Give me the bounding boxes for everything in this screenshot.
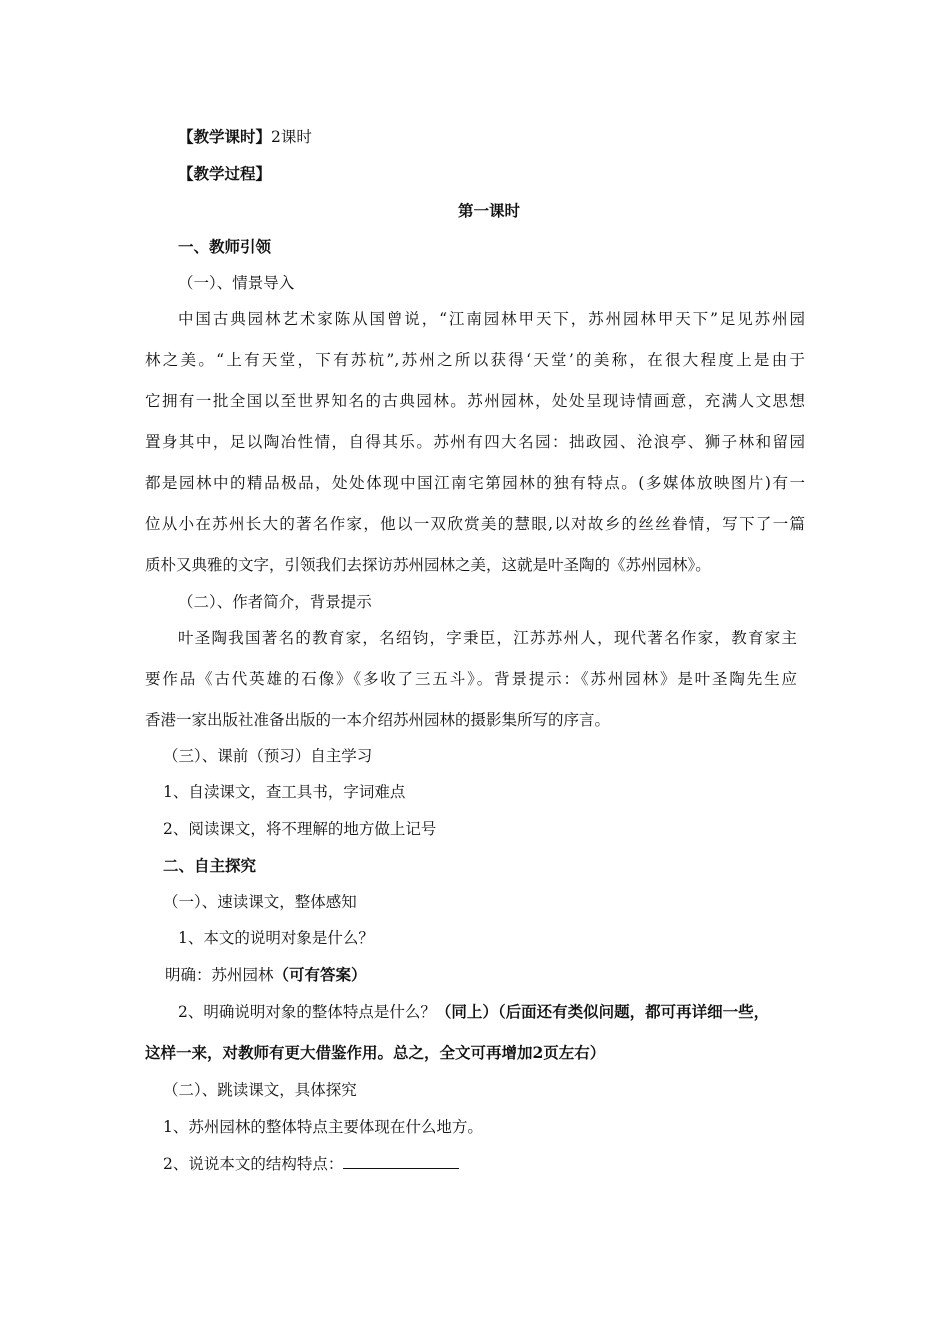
editor-note-part-b: 这样一来，对教师有更大借鉴作用。总之，全文可再增加2页左右）: [145, 1043, 606, 1062]
section-2-heading: 二、自主探究: [163, 856, 257, 875]
question-structure: 2、说说本文的结构特点：: [163, 1155, 344, 1173]
answer-prefix: 明确：苏州园林: [165, 966, 274, 984]
answer-blank[interactable]: [343, 1154, 459, 1169]
lesson-title: 第一课时: [458, 201, 521, 220]
teaching-hours-line: [178, 127, 312, 147]
subsection-1-2-heading: （二）、作者简介，背景提示: [178, 593, 372, 611]
preview-item: 1、自渎课文，查工具书，字词难点: [163, 783, 406, 801]
subsection-2-1-heading: （一）、速读课文，整体感知: [163, 893, 357, 911]
question-feature-line: [178, 1002, 769, 1022]
author-paragraph-line: 香港一家出版社准备出版的一本介绍苏州园林的摄影集所写的序言。: [145, 711, 611, 729]
intro-paragraph-line: 质朴又典雅的文字，引领我们去探访苏州园林之美，这就是叶圣陶的《苏州园林》。: [145, 556, 711, 574]
intro-paragraph-line: 都是园林中的精品极品，处处体现中国江南宅第园林的独有特点。(多媒体放映图片)有一: [145, 474, 805, 492]
teaching-hours-value: 2课时: [271, 128, 312, 146]
answer-note: （可有答案）: [273, 965, 367, 984]
question-object: 1、本文的说明对象是什么？: [178, 929, 374, 947]
intro-paragraph-line: 林之美。“上有天堂，下有苏杭”,苏州之所以获得‘天堂’的美称，在很大程度上是由于: [145, 351, 805, 369]
teaching-hours-label: 【教学课时】: [178, 127, 272, 146]
subsection-2-2-heading: （二）、跳读课文，具体探究: [163, 1081, 357, 1099]
preview-item: 2、阅读课文，将不理解的地方做上记号: [163, 820, 437, 838]
author-paragraph-line: 叶圣陶我国著名的教育家，名绍钧，字秉臣，江苏苏州人，现代著名作家，教育家主: [178, 629, 797, 647]
intro-paragraph-line: 中国古典园林艺术家陈从国曾说，“江南园林甲天下，苏州园林甲天下”足见苏州园: [178, 310, 805, 328]
intro-paragraph-line: 它拥有一批全国以至世界知名的古典园林。苏州园林，处处呈现诗情画意，充满人文思想: [145, 392, 805, 410]
subsection-1-1-heading: （一）、情景导入: [178, 274, 295, 292]
question-embodiment: 1、苏州园林的整体特点主要体现在什么地方。: [163, 1118, 483, 1136]
section-1-heading: 一、教师引领: [178, 237, 272, 256]
question-structure-line: [163, 1154, 459, 1174]
intro-paragraph-line: 位从小在苏州长大的著名作家，他以一双欣赏美的慧眼,以对故乡的丝丝眷情，写下了一篇: [145, 515, 805, 533]
subsection-1-3-heading: （三）、课前（预习）自主学习: [163, 747, 373, 765]
teaching-process-label: 【教学过程】: [178, 164, 272, 183]
answer-line: [165, 965, 367, 985]
editor-note-part-a: （同上）（后面还有类似问题，都可再详细一些，: [435, 1002, 770, 1021]
question-feature: 2、明确说明对象的整体特点是什么？: [178, 1003, 436, 1021]
author-paragraph-line: 要作品《古代英雄的石像》《多收了三五斗》。背景提示：《苏州园林》是叶圣陶先生应: [145, 670, 797, 688]
intro-paragraph-line: 置身其中，足以陶冶性情，自得其乐。苏州有四大名园：拙政园、沧浪亭、狮子林和留园: [145, 433, 805, 451]
